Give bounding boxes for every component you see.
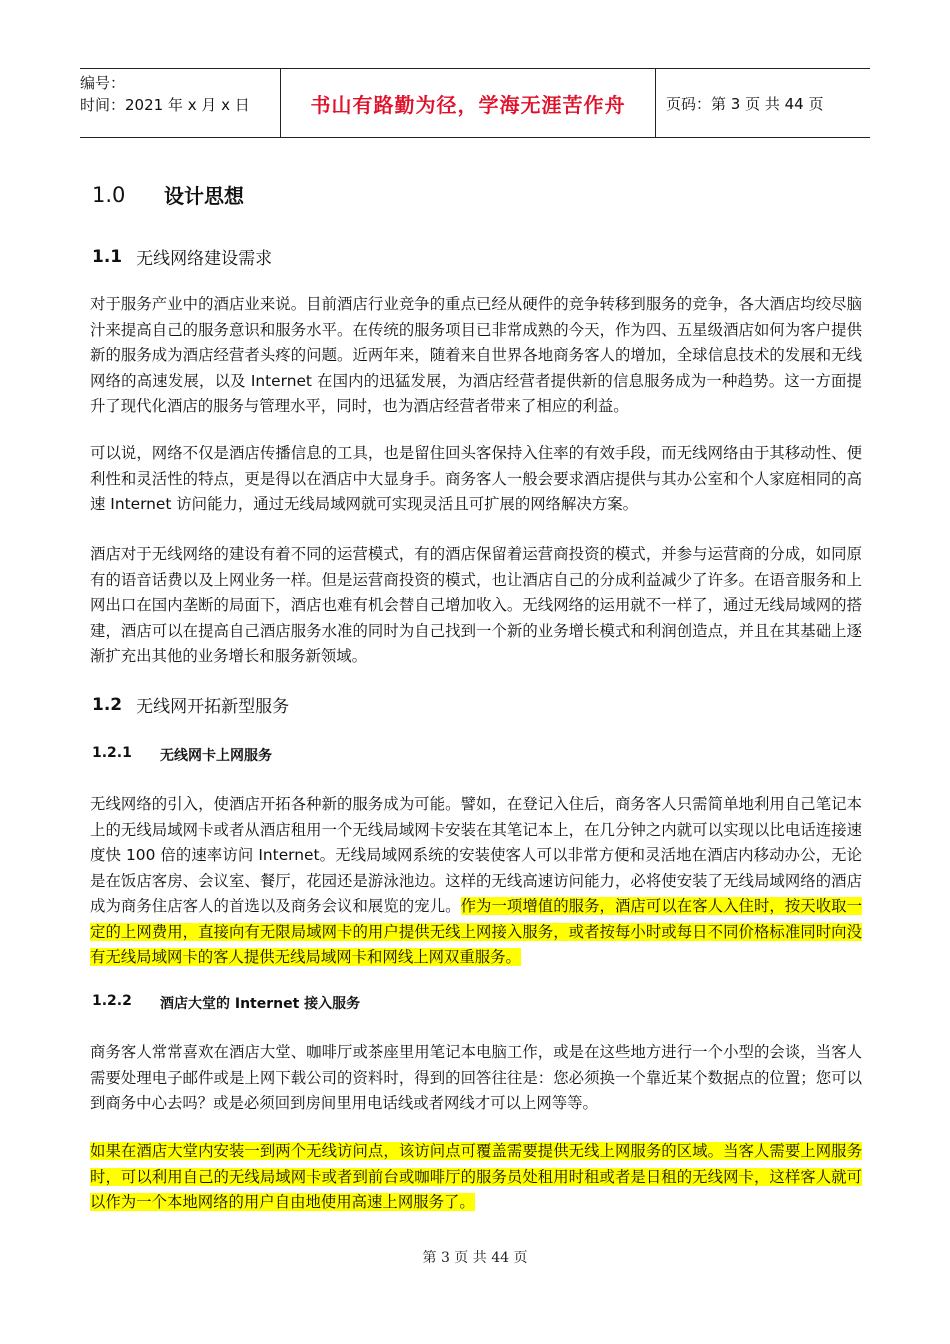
highlighted-text: 如果在酒店大堂内安装一到两个无线访问点，该访问点可覆盖需要提供无线上网服务的区域。当客人需要上网服务时，可以利用自己的无线局域网卡或者到前台或咖啡厅的服务员处租用时租或者是日租的无线网卡，这样客人就可以作为一个本地网络的用户自由地使用高速上网服务了。 <box>90 1142 862 1211</box>
heading-number: 1.2.1 <box>92 745 132 761</box>
paragraph-hotel-industry: 对于服务产业中的酒店业来说。目前酒店行业竞争的重点已经从硬件的竞争转移到服务的竞争，各大酒店均绞尽脑汁来提高自己的服务意识和服务水平。在传统的服务项目已非常成熟的今天，作为四、五星级酒店如何为客户提供新的服务成为酒店经营者头疼的问题。近两年来，随着来自世界各地商务客人的增加，全球信息技术的发展和无线网络的高速发展，以及 Internet 在国内的迅猛发展，为酒店经营者提供新的信息服务成为一种趋势。这一方面提升了现代化酒店的服务与管理水平，同时，也为酒店经营者带来了相应的利益。 <box>90 295 862 415</box>
heading-1-2-1 <box>92 745 272 765</box>
serial-label: 编号： <box>80 74 126 92</box>
heading-1-1 <box>92 244 272 269</box>
heading-number: 1.2 <box>92 694 123 715</box>
header-left-cell <box>80 69 280 137</box>
heading-title: 无线网开拓新型服务 <box>136 697 290 717</box>
time-label: 时间：2021 年 x 月 x 日 <box>80 96 250 114</box>
paragraph-lobby-access-point <box>90 1139 862 1216</box>
heading-title: 无线网卡上网服务 <box>160 748 272 764</box>
heading-1-2-2 <box>92 993 360 1013</box>
paragraph-lobby-needs: 商务客人常常喜欢在酒店大堂、咖啡厅或茶座里用笔记本电脑工作，或是在这些地方进行一个小型的会谈，当客人需要处理电子邮件或是上网下载公司的资料时，得到的回答往往是：您必须换一个靠近某个数据点的位置；您可以到商务中心去吗？或是必须回到房间里用电话线或者网线才可以上网等等。 <box>90 1043 862 1112</box>
heading-title: 无线网络建设需求 <box>136 249 273 269</box>
paragraph-network-advantage: 可以说，网络不仅是酒店传播信息的工具，也是留住回头客保持入住率的有效手段，而无线网络由于其移动性、便利性和灵活性的特点，更是得以在酒店中大显身手。商务客人一般会要求酒店提供与其办公室和个人家庭相同的高速 Internet 访问能力，通过无线局域网就可实现灵活且可扩展的网络解决方案。 <box>90 444 862 513</box>
paragraph-plain-text: 无线网络的引入，使酒店开拓各种新的服务成为可能。譬如，在登记入住后，商务客人只需简单地利用自己笔记本上的无线局域网卡或者从酒店租用一个无线局域网卡安装在其笔记本上，在几分钟之内就可以实现以比电话连接速度快 100 倍的速率访问 Internet。无线局域网系统的安装使客人可以非常方便和灵活地在酒店内移动办公，无论是在饭店客房、会议室、餐厅，花园还是游泳池边。这样的无线高速访问能力，必将使安装了无线局域网络的酒店成为商务住店客人的首选以及商务会议和展览的宠儿。 <box>90 795 862 915</box>
highlighted-text: 作为一项增值的服务，酒店可以在客人入住时，按天收取一定的上网费用，直接向有无限局域网卡的用户提供无线上网接入服务，或者按每小时或每日不同价格标准同时向没有无线局域网卡的客人提供无线局域网卡和网线上网双重服务。 <box>90 897 862 966</box>
heading-number: 1.2.2 <box>92 993 132 1009</box>
heading-1-0 <box>92 180 244 209</box>
paragraph-wireless-card-service <box>90 792 862 971</box>
header-motto: 书山有路勤为径，学海无涯苦作舟 <box>280 69 656 137</box>
heading-number: 1.1 <box>92 246 123 267</box>
paragraph-operation-model: 酒店对于无线网络的建设有着不同的运营模式，有的酒店保留着运营商投资的模式，并参与运营商的分成，如同原有的语音话费以及上网业务一样。但是运营商投资的模式，也让酒店自己的分成利益减少了许多。在语音服务和上网出口在国内垄断的局面下，酒店也难有机会替自己增加收入。无线网络的运用就不一样了，通过无线局域网的搭建，酒店可以在提高自己酒店服务水准的同时为自己找到一个新的业务增长模式和利润创造点，并且在其基础上逐渐扩充出其他的业务增长和服务新领域。 <box>90 545 862 665</box>
heading-1-2 <box>92 692 289 717</box>
heading-title: 酒店大堂的 Internet 接入服务 <box>160 996 361 1012</box>
heading-title: 设计思想 <box>164 184 244 208</box>
header-table <box>80 68 870 138</box>
header-page-info: 页码：第 3 页 共 44 页 <box>666 94 824 113</box>
page-footer: 第 3 页 共 44 页 <box>422 1250 528 1266</box>
heading-number: 1.0 <box>92 182 126 207</box>
